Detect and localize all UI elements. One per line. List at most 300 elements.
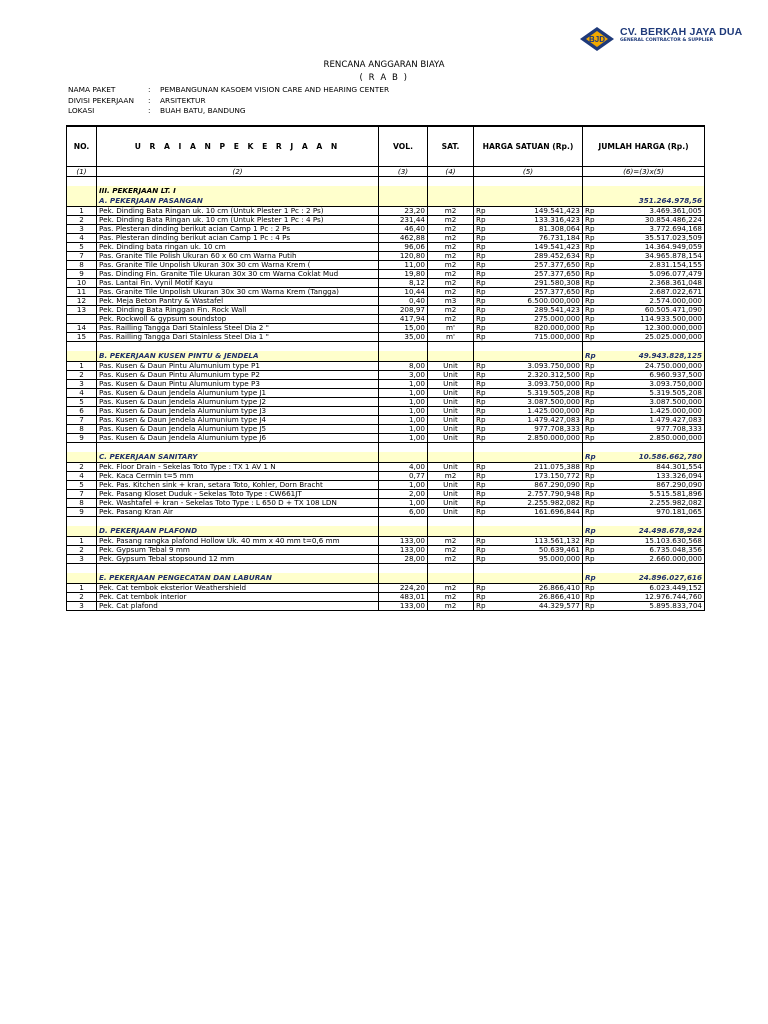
item-jumlah-currency: Rp: [583, 407, 603, 416]
item-description: Pek. Dinding bata ringan uk. 10 cm: [97, 243, 379, 252]
item-harga-satuan: 2.757.790,948: [494, 490, 583, 499]
item-harga-currency: Rp: [474, 207, 494, 216]
meta-sep: :: [148, 85, 151, 94]
item-no: 8: [67, 499, 97, 508]
item-no: 8: [67, 261, 97, 270]
spacer-cell: [97, 342, 379, 352]
meta-key: NAMA PAKET: [68, 85, 116, 94]
item-volume: 1,00: [379, 416, 428, 425]
group-total-prefix: [583, 196, 603, 207]
item-harga-satuan: 173.150,772: [494, 472, 583, 481]
item-description: Pas. Granite Tile Unpolish Ukuran 30x 30 cm Warna Krem (Tangga): [97, 288, 379, 297]
group-vol-cell: [379, 196, 428, 207]
item-jumlah-harga: 35.517.023,509: [603, 234, 705, 243]
item-description: Pas. Kusen & Daun Pintu Alumunium type P3: [97, 380, 379, 389]
spacer-cell: [379, 443, 428, 453]
spacer-cell: [474, 342, 583, 352]
item-no: 5: [67, 243, 97, 252]
item-volume: 3,00: [379, 371, 428, 380]
item-jumlah-harga: 1.425.000,000: [603, 407, 705, 416]
item-jumlah-currency: Rp: [583, 252, 603, 261]
document-title: RENCANA ANGGARAN BIAYA: [323, 60, 445, 70]
item-volume: 1,00: [379, 407, 428, 416]
item-volume: 8,00: [379, 362, 428, 371]
item-description: Pas. Kusen & Daun Jendela Alumunium type J3: [97, 407, 379, 416]
item-description: Pek. Cat plafond: [97, 602, 379, 611]
item-no: 7: [67, 252, 97, 261]
item-jumlah-harga: 24.750.000,000: [603, 362, 705, 371]
item-harga-currency: Rp: [474, 234, 494, 243]
item-no: 2: [67, 216, 97, 225]
item-unit: Unit: [428, 499, 474, 508]
item-unit: m2: [428, 234, 474, 243]
item-harga-satuan: 257.377,650: [494, 288, 583, 297]
item-volume: 462,88: [379, 234, 428, 243]
item-no: 1: [67, 537, 97, 546]
item-no: 14: [67, 324, 97, 333]
spacer-cell: [379, 517, 428, 527]
item-no: 7: [67, 416, 97, 425]
item-harga-satuan: 715.000,000: [494, 333, 583, 342]
table-row: [67, 508, 705, 517]
item-harga-satuan: 26.866,410: [494, 593, 583, 602]
group-harga-cell: [474, 351, 583, 362]
item-unit: m2: [428, 216, 474, 225]
item-jumlah-currency: Rp: [583, 297, 603, 306]
spacer-cell: [67, 564, 97, 574]
table-row: [67, 584, 705, 593]
group-vol-cell: [379, 351, 428, 362]
item-harga-satuan: 867.290,090: [494, 481, 583, 490]
item-harga-satuan: 275.000,000: [494, 315, 583, 324]
section-title: III. PEKERJAAN LT. I: [97, 186, 379, 196]
header-vol: VOL.: [379, 126, 428, 167]
item-jumlah-currency: Rp: [583, 499, 603, 508]
company-logo: [578, 26, 748, 54]
spacer-cell: [428, 443, 474, 453]
group-header-row: [67, 573, 705, 584]
item-jumlah-harga: 1.479.427,083: [603, 416, 705, 425]
table-row: [67, 207, 705, 216]
item-volume: 224,20: [379, 584, 428, 593]
item-description: Pas. Kusen & Daun Jendela Alumunium type J6: [97, 434, 379, 443]
item-jumlah-harga: 867.290,090: [603, 481, 705, 490]
item-no: 9: [67, 434, 97, 443]
header-sat: SAT.: [428, 126, 474, 167]
item-no: 1: [67, 362, 97, 371]
item-jumlah-harga: 3.772.694,168: [603, 225, 705, 234]
header-jumlah: JUMLAH HARGA (Rp.): [583, 126, 705, 167]
item-jumlah-currency: Rp: [583, 333, 603, 342]
item-harga-satuan: 3.093.750,000: [494, 362, 583, 371]
meta-value: BUAH BATU, BANDUNG: [160, 106, 246, 115]
item-harga-satuan: 95.000,000: [494, 555, 583, 564]
col-number: (6)=(3)x(5): [583, 167, 705, 177]
item-jumlah-harga: 2.687.022,671: [603, 288, 705, 297]
item-jumlah-currency: Rp: [583, 261, 603, 270]
item-no: 7: [67, 490, 97, 499]
item-jumlah-currency: Rp: [583, 234, 603, 243]
table-row: [67, 555, 705, 564]
item-harga-satuan: 291.580,308: [494, 279, 583, 288]
item-unit: m2: [428, 537, 474, 546]
item-unit: Unit: [428, 481, 474, 490]
item-jumlah-harga: 6.023.449,152: [603, 584, 705, 593]
item-jumlah-currency: Rp: [583, 306, 603, 315]
spacer-cell: [583, 517, 705, 527]
item-no: 3: [67, 225, 97, 234]
item-no: 1: [67, 584, 97, 593]
item-jumlah-currency: Rp: [583, 537, 603, 546]
item-no: 4: [67, 472, 97, 481]
item-description: Pek. Cat tembok interior: [97, 593, 379, 602]
item-jumlah-currency: Rp: [583, 481, 603, 490]
item-volume: 483,01: [379, 593, 428, 602]
item-jumlah-currency: Rp: [583, 425, 603, 434]
item-description: Pas. Railling Tangga Dari Stainless Steel Dia 2 ": [97, 324, 379, 333]
spacer-cell: [474, 564, 583, 574]
meta-key: DIVISI PEKERJAAN: [68, 96, 134, 105]
item-volume: 6,00: [379, 508, 428, 517]
spacer-cell: [67, 342, 97, 352]
item-volume: 28,00: [379, 555, 428, 564]
item-jumlah-harga: 3.093.750,000: [603, 380, 705, 389]
item-harga-currency: Rp: [474, 584, 494, 593]
item-jumlah-harga: 5.515.581,896: [603, 490, 705, 499]
item-harga-satuan: 2.850.000,000: [494, 434, 583, 443]
item-description: Pas. Kusen & Daun Jendela Alumunium type J5: [97, 425, 379, 434]
item-harga-currency: Rp: [474, 434, 494, 443]
item-unit: m': [428, 333, 474, 342]
table-row: [67, 243, 705, 252]
table-row: [67, 279, 705, 288]
item-volume: 1,00: [379, 425, 428, 434]
item-unit: m2: [428, 261, 474, 270]
item-no: 10: [67, 279, 97, 288]
item-harga-satuan: 26.866,410: [494, 584, 583, 593]
table-header-row: [67, 126, 705, 167]
item-unit: Unit: [428, 371, 474, 380]
spacer-cell: [428, 342, 474, 352]
item-jumlah-harga: 2.368.361,048: [603, 279, 705, 288]
item-jumlah-currency: Rp: [583, 555, 603, 564]
group-no-cell: [67, 452, 97, 463]
spacer-cell: [379, 342, 428, 352]
item-no: 2: [67, 593, 97, 602]
item-harga-currency: Rp: [474, 315, 494, 324]
group-no-cell: [67, 196, 97, 207]
item-jumlah-currency: Rp: [583, 207, 603, 216]
item-jumlah-harga: 15.103.630,568: [603, 537, 705, 546]
item-unit: m2: [428, 546, 474, 555]
item-jumlah-currency: Rp: [583, 508, 603, 517]
item-description: Pek. Pas. Kitchen sink + kran, setara Toto, Kohler, Dorn Bracht: [97, 481, 379, 490]
group-vol-cell: [379, 452, 428, 463]
group-total-prefix: Rp: [583, 526, 603, 537]
group-harga-cell: [474, 452, 583, 463]
item-no: 4: [67, 389, 97, 398]
item-volume: 11,00: [379, 261, 428, 270]
item-description: Pas. Granite Tile Unpolish Ukuran 30x 30 cm Warna Krem (: [97, 261, 379, 270]
item-no: 6: [67, 407, 97, 416]
item-jumlah-currency: Rp: [583, 279, 603, 288]
spacer-cell: [583, 342, 705, 352]
item-unit: Unit: [428, 389, 474, 398]
item-harga-currency: Rp: [474, 398, 494, 407]
column-number-row: [67, 167, 705, 177]
meta-sep: :: [148, 96, 151, 105]
item-harga-currency: Rp: [474, 261, 494, 270]
group-no-cell: [67, 351, 97, 362]
document-subtitle: ( R A B ): [359, 73, 409, 83]
item-jumlah-harga: 6.735.048,356: [603, 546, 705, 555]
item-volume: 0,40: [379, 297, 428, 306]
item-jumlah-harga: 14.364.949,059: [603, 243, 705, 252]
item-unit: Unit: [428, 407, 474, 416]
item-unit: m2: [428, 602, 474, 611]
item-harga-currency: Rp: [474, 407, 494, 416]
item-unit: m2: [428, 225, 474, 234]
item-description: Pas. Plesteran dinding berikut acian Camp 1 Pc : 2 Ps: [97, 225, 379, 234]
company-name: CV. BERKAH JAYA DUA: [620, 26, 743, 38]
item-no: 8: [67, 425, 97, 434]
item-harga-currency: Rp: [474, 508, 494, 517]
item-description: Pek. Floor Drain - Sekelas Toto Type : TX 1 AV 1 N: [97, 463, 379, 472]
item-jumlah-currency: Rp: [583, 593, 603, 602]
item-unit: Unit: [428, 434, 474, 443]
table-row: [67, 481, 705, 490]
spacer-row: [67, 342, 705, 352]
item-jumlah-currency: Rp: [583, 270, 603, 279]
item-harga-satuan: 1.479.427,083: [494, 416, 583, 425]
group-no-cell: [67, 526, 97, 537]
item-harga-currency: Rp: [474, 546, 494, 555]
item-volume: 208,97: [379, 306, 428, 315]
group-total: 10.586.662,780: [603, 452, 705, 463]
col-number: (4): [428, 167, 474, 177]
table-row: [67, 288, 705, 297]
table-row: [67, 490, 705, 499]
item-harga-currency: Rp: [474, 216, 494, 225]
item-harga-currency: Rp: [474, 371, 494, 380]
group-header-row: [67, 196, 705, 207]
header-no: NO.: [67, 126, 97, 167]
item-description: Pek. Gypsum Tebal stopsound 12 mm: [97, 555, 379, 564]
item-unit: Unit: [428, 416, 474, 425]
item-unit: m3: [428, 297, 474, 306]
item-description: Pek. Pasang rangka plafond Hollow Uk. 40 mm x 40 mm t=0,6 mm: [97, 537, 379, 546]
item-jumlah-harga: 2.574.000,000: [603, 297, 705, 306]
item-unit: m': [428, 324, 474, 333]
item-no: 2: [67, 371, 97, 380]
item-unit: Unit: [428, 362, 474, 371]
item-unit: m2: [428, 288, 474, 297]
item-harga-currency: Rp: [474, 537, 494, 546]
item-no: 12: [67, 297, 97, 306]
item-harga-satuan: 3.087.500,000: [494, 398, 583, 407]
item-harga-currency: Rp: [474, 243, 494, 252]
item-description: Pek. Washtafel + kran - Sekelas Toto Type : L 650 D + TX 108 LDN: [97, 499, 379, 508]
col-number: (1): [67, 167, 97, 177]
item-description: Pek. Pasang Kloset Duduk - Sekelas Toto Type : CW661JT: [97, 490, 379, 499]
table-row: [67, 252, 705, 261]
company-tagline: GENERAL CONTRACTOR & SUPPLIER: [620, 38, 714, 43]
table-row: [67, 463, 705, 472]
item-description: Pas. Kusen & Daun Jendela Alumunium type J1: [97, 389, 379, 398]
item-unit: m2: [428, 555, 474, 564]
item-volume: 120,80: [379, 252, 428, 261]
item-description: Pas. Lantai Fin. Vynil Motif Kayu: [97, 279, 379, 288]
item-harga-satuan: 113.561,132: [494, 537, 583, 546]
group-vol-cell: [379, 573, 428, 584]
spacer-cell: [474, 443, 583, 453]
item-jumlah-harga: 12.300.000,000: [603, 324, 705, 333]
item-unit: m2: [428, 243, 474, 252]
item-no: 11: [67, 288, 97, 297]
item-harga-satuan: 289.541,423: [494, 306, 583, 315]
item-jumlah-harga: 133.326,094: [603, 472, 705, 481]
group-sat-cell: [428, 351, 474, 362]
group-title: E. PEKERJAAN PENGECATAN DAN LABURAN: [97, 573, 379, 584]
item-jumlah-harga: 844.301,554: [603, 463, 705, 472]
group-title: A. PEKERJAAN PASANGAN: [97, 196, 379, 207]
item-unit: m2: [428, 270, 474, 279]
group-sat-cell: [428, 196, 474, 207]
item-jumlah-harga: 60.505.471,090: [603, 306, 705, 315]
item-no: 9: [67, 270, 97, 279]
item-volume: 1,00: [379, 481, 428, 490]
item-harga-satuan: 1.425.000,000: [494, 407, 583, 416]
spacer-cell: [67, 517, 97, 527]
item-jumlah-harga: 5.895.833,704: [603, 602, 705, 611]
item-volume: 15,00: [379, 324, 428, 333]
item-harga-satuan: 81.308,064: [494, 225, 583, 234]
item-description: Pek. Meja Beton Pantry & Wastafel: [97, 297, 379, 306]
item-no: 15: [67, 333, 97, 342]
group-total: 24.896.027,616: [603, 573, 705, 584]
item-harga-satuan: 257.377,650: [494, 261, 583, 270]
group-total: 24.498.678,924: [603, 526, 705, 537]
spacer-cell: [97, 564, 379, 574]
table-row: [67, 362, 705, 371]
spacer-cell: [379, 564, 428, 574]
item-jumlah-currency: Rp: [583, 472, 603, 481]
item-jumlah-currency: Rp: [583, 389, 603, 398]
item-no: 13: [67, 306, 97, 315]
item-no: [67, 315, 97, 324]
group-total: 49.943.828,125: [603, 351, 705, 362]
item-harga-currency: Rp: [474, 593, 494, 602]
item-jumlah-currency: Rp: [583, 380, 603, 389]
item-volume: 19,80: [379, 270, 428, 279]
item-no: 3: [67, 380, 97, 389]
item-jumlah-harga: 25.025.000,000: [603, 333, 705, 342]
table-row: [67, 234, 705, 243]
item-jumlah-currency: Rp: [583, 602, 603, 611]
group-harga-cell: [474, 573, 583, 584]
item-unit: Unit: [428, 463, 474, 472]
table-row: [67, 270, 705, 279]
item-unit: m2: [428, 252, 474, 261]
group-header-row: [67, 351, 705, 362]
item-description: Pek. Pasang Kran Air: [97, 508, 379, 517]
group-header-row: [67, 526, 705, 537]
spacer-cell: [583, 564, 705, 574]
item-no: 5: [67, 398, 97, 407]
item-volume: 96,06: [379, 243, 428, 252]
item-description: Pas. Kusen & Daun Jendela Alumunium type J2: [97, 398, 379, 407]
item-jumlah-currency: Rp: [583, 490, 603, 499]
spacer-cell: [97, 443, 379, 453]
item-jumlah-harga: 5.319.505,208: [603, 389, 705, 398]
item-volume: 1,00: [379, 434, 428, 443]
item-harga-satuan: 3.093.750,000: [494, 380, 583, 389]
item-jumlah-harga: 6.960.937,500: [603, 371, 705, 380]
item-description: Pas. Kusen & Daun Pintu Alumunium type P1: [97, 362, 379, 371]
item-unit: m2: [428, 472, 474, 481]
item-jumlah-harga: 12.976.744,760: [603, 593, 705, 602]
group-sat-cell: [428, 526, 474, 537]
item-harga-currency: Rp: [474, 324, 494, 333]
group-sat-cell: [428, 573, 474, 584]
table-row: [67, 261, 705, 270]
item-harga-currency: Rp: [474, 270, 494, 279]
group-vol-cell: [379, 526, 428, 537]
item-jumlah-harga: 970.181,065: [603, 508, 705, 517]
item-volume: 1,00: [379, 389, 428, 398]
item-unit: m2: [428, 279, 474, 288]
table-row: [67, 333, 705, 342]
item-unit: Unit: [428, 425, 474, 434]
item-jumlah-currency: Rp: [583, 315, 603, 324]
item-harga-currency: Rp: [474, 389, 494, 398]
item-unit: Unit: [428, 398, 474, 407]
item-no: 2: [67, 463, 97, 472]
spacer-cell: [474, 517, 583, 527]
item-jumlah-harga: 114.933.500,000: [603, 315, 705, 324]
group-title: D. PEKERJAAN PLAFOND: [97, 526, 379, 537]
item-jumlah-currency: Rp: [583, 546, 603, 555]
table-row: [67, 416, 705, 425]
item-harga-satuan: 161.696,844: [494, 508, 583, 517]
item-no: 9: [67, 508, 97, 517]
item-description: Pek. Dinding Bata Ringan uk. 10 cm (Untuk Plester 1 Pc : 2 Ps): [97, 207, 379, 216]
table-row: [67, 407, 705, 416]
table-row: [67, 297, 705, 306]
table-row: [67, 425, 705, 434]
table-row: [67, 371, 705, 380]
item-unit: m2: [428, 306, 474, 315]
item-jumlah-currency: Rp: [583, 225, 603, 234]
item-harga-currency: Rp: [474, 362, 494, 371]
spacer-cell: [67, 443, 97, 453]
item-description: Pek. Gypsum Tebal 9 mm: [97, 546, 379, 555]
item-harga-satuan: 149.541,423: [494, 243, 583, 252]
item-volume: 35,00: [379, 333, 428, 342]
table-row: [67, 602, 705, 611]
col-number: (5): [474, 167, 583, 177]
item-no: 5: [67, 481, 97, 490]
spacer-row: [67, 177, 705, 187]
table-row: [67, 389, 705, 398]
item-harga-currency: Rp: [474, 416, 494, 425]
group-total: 351.264.978,56: [603, 196, 705, 207]
spacer-row: [67, 443, 705, 453]
group-harga-cell: [474, 526, 583, 537]
item-description: Pas. Kusen & Daun Jendela Alumunium type J4: [97, 416, 379, 425]
item-volume: 8,12: [379, 279, 428, 288]
spacer-row: [67, 517, 705, 527]
